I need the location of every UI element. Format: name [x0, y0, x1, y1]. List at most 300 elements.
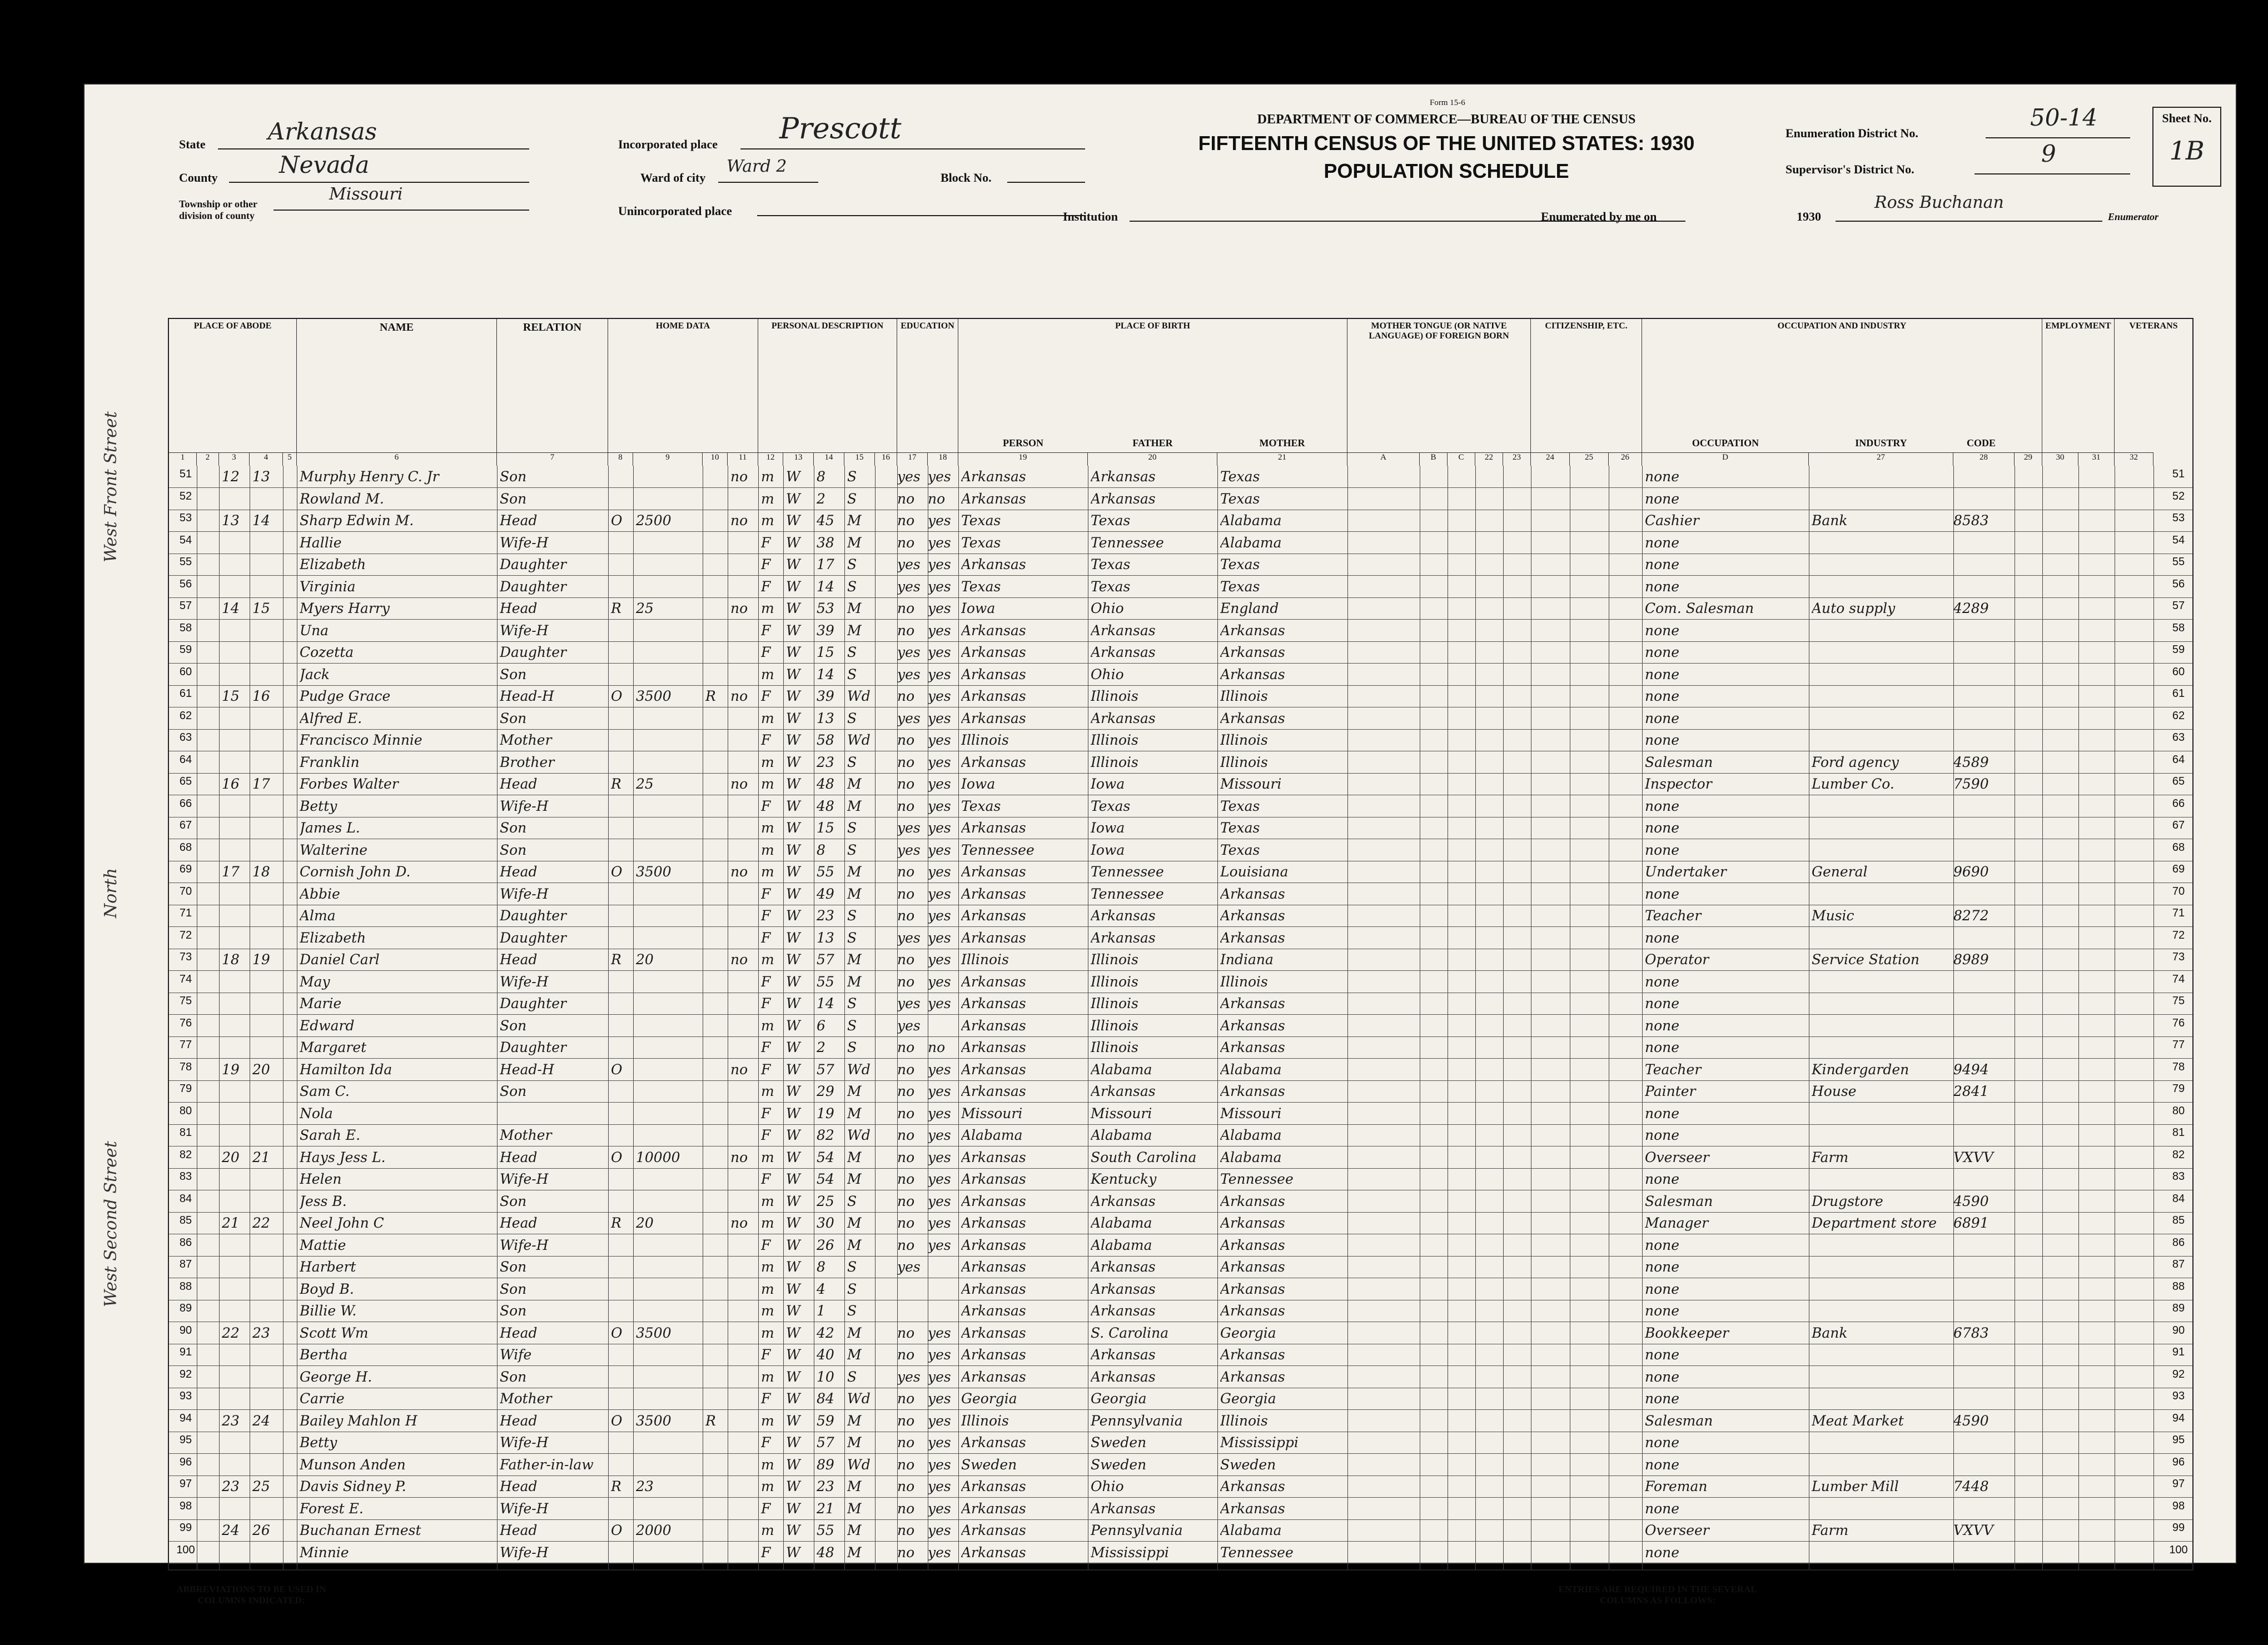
cell-father: Arkansas — [1091, 1083, 1156, 1099]
line-number: 76 — [179, 1016, 192, 1029]
cell-father: Arkansas — [1091, 1259, 1156, 1275]
cell-read: yes — [928, 995, 951, 1011]
line-number: 92 — [179, 1368, 192, 1380]
cell-fam: 16 — [252, 688, 270, 704]
cell-read: yes — [928, 973, 951, 990]
cell-birth: Arkansas — [961, 1280, 1026, 1297]
table-row — [169, 1542, 2192, 1564]
cell-mar: Wd — [847, 1061, 871, 1078]
cell-read: yes — [928, 556, 951, 572]
cell-read: yes — [928, 1105, 951, 1121]
cell-sex: F — [761, 688, 771, 704]
cell-birth: Illinois — [961, 732, 1009, 748]
cell-mar: M — [847, 1478, 862, 1494]
cell-birth: Arkansas — [961, 1303, 1026, 1319]
cell-rel: Son — [500, 1083, 527, 1099]
cell-race: W — [786, 929, 800, 946]
cell-sex: F — [761, 995, 771, 1011]
cell-birth: Arkansas — [961, 1324, 1026, 1341]
cell-school: no — [897, 908, 915, 924]
cell-father: Missouri — [1091, 1105, 1152, 1121]
sheet-value: 1B — [2169, 136, 2205, 166]
year-label: 1930 — [1797, 210, 1821, 223]
cell-name: May — [300, 973, 330, 990]
table-row — [169, 1498, 2192, 1520]
cell-age: 48 — [817, 797, 834, 814]
cell-sex: m — [761, 1324, 774, 1341]
cell-mother: Arkansas — [1220, 1017, 1285, 1034]
column-number: 32 — [2115, 452, 2153, 466]
cell-father: Texas — [1091, 797, 1131, 814]
cell-occ: none — [1645, 666, 1680, 682]
cell-name: Helen — [300, 1171, 342, 1187]
cell-read: yes — [928, 666, 951, 682]
cell-val: 23 — [636, 1478, 654, 1494]
cell-father: S. Carolina — [1091, 1324, 1169, 1341]
cell-occ: none — [1645, 1171, 1680, 1187]
cell-age: 17 — [817, 556, 834, 572]
cell-own: R — [611, 1215, 621, 1231]
cell-age: 48 — [817, 1544, 834, 1561]
cell-mar: M — [847, 797, 862, 814]
cell-birth: Iowa — [961, 776, 996, 792]
cell-own: O — [611, 1324, 623, 1341]
column-number: D — [1642, 452, 1809, 466]
table-row — [169, 664, 2192, 686]
cell-father: Arkansas — [1091, 1368, 1156, 1385]
cell-ind: Farm — [1812, 1522, 1849, 1538]
line-number: 97 — [2172, 1478, 2185, 1490]
table-row — [169, 993, 2192, 1015]
cell-name: Hays Jess L. — [300, 1149, 386, 1165]
cell-occ: none — [1645, 1456, 1680, 1473]
cell-val: 3500 — [636, 864, 672, 880]
cell-farm: no — [730, 951, 748, 968]
col-group-abode — [169, 319, 297, 452]
cell-race: W — [786, 1127, 800, 1143]
table-row — [169, 576, 2192, 598]
line-number: 64 — [2172, 753, 2185, 766]
cell-birth: Illinois — [961, 951, 1009, 968]
cell-rel: Daughter — [500, 644, 566, 660]
cell-ind: Department store — [1812, 1215, 1937, 1231]
cell-birth: Arkansas — [961, 820, 1026, 836]
cell-rel: Daughter — [500, 556, 566, 572]
cell-sex: m — [761, 1215, 774, 1231]
line-number: 62 — [2172, 709, 2185, 722]
cell-rel: Wife-H — [500, 1237, 549, 1253]
col-birth-label: PLACE OF BIRTH — [1115, 321, 1190, 331]
cell-age: 13 — [817, 929, 834, 946]
cell-occ: none — [1645, 468, 1680, 485]
column-number: 9 — [633, 452, 703, 466]
cell-farm: no — [730, 1149, 748, 1165]
table-row — [169, 554, 2192, 576]
cell-age: 42 — [817, 1324, 834, 1341]
line-number: 79 — [2172, 1083, 2185, 1095]
cell-radio: R — [705, 1412, 716, 1429]
ed-label: Enumeration District No. — [1785, 126, 1918, 140]
cell-name: Alfred E. — [300, 710, 362, 726]
cell-school: no — [897, 490, 915, 507]
cell-occ: none — [1645, 1105, 1680, 1121]
department-title: DEPARTMENT OF COMMERCE—BUREAU OF THE CENSUS — [1257, 112, 1636, 127]
cell-school: no — [897, 797, 915, 814]
cell-mar: S — [847, 995, 857, 1011]
cell-rel: Mother — [500, 1390, 552, 1407]
line-number: 73 — [179, 951, 192, 963]
line-number: 71 — [2172, 907, 2185, 919]
cell-father: Tennessee — [1091, 534, 1164, 551]
cell-father: Illinois — [1091, 732, 1138, 748]
cell-mother: Illinois — [1220, 973, 1268, 990]
cell-ind: Auto supply — [1812, 600, 1896, 616]
cell-father: Arkansas — [1091, 908, 1156, 924]
cell-mother: Missouri — [1220, 776, 1282, 792]
cell-read: yes — [928, 1434, 951, 1450]
line-number: 88 — [2172, 1280, 2185, 1293]
line-number: 75 — [179, 995, 192, 1007]
cell-mar: S — [847, 908, 857, 924]
cell-age: 1 — [817, 1303, 825, 1319]
cell-name: Harbert — [300, 1259, 356, 1275]
cell-age: 30 — [817, 1215, 834, 1231]
cell-occ: none — [1645, 995, 1680, 1011]
col-occ-label: OCCUPATION — [1692, 437, 1759, 448]
cell-occ: none — [1645, 710, 1680, 726]
cell-birth: Arkansas — [961, 1017, 1026, 1034]
cell-father: Texas — [1091, 578, 1131, 595]
table-row — [169, 620, 2192, 642]
cell-val: 2000 — [636, 1522, 672, 1538]
cell-mar: M — [847, 1237, 862, 1253]
cell-birth: Arkansas — [961, 1478, 1026, 1494]
cell-father: Arkansas — [1091, 622, 1156, 639]
table-row — [169, 466, 2192, 488]
cell-race: W — [786, 776, 800, 792]
cell-ind: Ford agency — [1812, 754, 1899, 770]
cell-age: 84 — [817, 1390, 834, 1407]
cell-birth: Arkansas — [961, 644, 1026, 660]
incorporated-label: Incorporated place — [618, 137, 718, 151]
cell-school: yes — [897, 644, 921, 660]
cell-school: yes — [897, 710, 921, 726]
cell-read: yes — [928, 732, 951, 748]
line-number: 62 — [179, 709, 192, 722]
table-row — [169, 1146, 2192, 1169]
line-number: 63 — [179, 731, 192, 744]
cell-birth: Arkansas — [961, 929, 1026, 946]
cell-name: Mattie — [300, 1237, 346, 1253]
col-relation-label: RELATION — [523, 321, 582, 333]
cell-mar: M — [847, 1412, 862, 1429]
cell-code: VXVV — [1953, 1522, 1993, 1538]
column-number: 26 — [1609, 452, 1642, 466]
cell-age: 89 — [817, 1456, 834, 1473]
line-number: 93 — [2172, 1390, 2185, 1402]
cell-school: no — [897, 1324, 915, 1341]
col-education-label: EDUCATION — [901, 321, 954, 331]
cell-sex: F — [761, 908, 771, 924]
column-number: 19 — [958, 452, 1088, 466]
cell-occ: none — [1645, 622, 1680, 639]
table-row — [169, 1036, 2192, 1059]
cell-father: Pennsylvania — [1091, 1412, 1183, 1429]
cell-fam: 24 — [252, 1412, 270, 1429]
cell-school: yes — [897, 1368, 921, 1385]
column-number: 31 — [2078, 452, 2115, 466]
cell-name: Sam C. — [300, 1083, 350, 1099]
cell-sex: F — [761, 929, 771, 946]
cell-mother: Arkansas — [1220, 1083, 1285, 1099]
line-number: 53 — [179, 512, 192, 524]
cell-sex: m — [761, 1478, 774, 1494]
cell-val: 25 — [636, 600, 654, 616]
cell-age: 45 — [817, 512, 834, 529]
cell-rel: Head-H — [500, 688, 554, 704]
line-number: 85 — [179, 1214, 192, 1227]
line-number: 93 — [179, 1390, 192, 1402]
cell-rel: Mother — [500, 1127, 552, 1143]
column-number: 10 — [703, 452, 728, 466]
cell-val: 3500 — [636, 1324, 672, 1341]
cell-occ: Salesman — [1645, 754, 1713, 770]
cell-sex: m — [761, 468, 774, 485]
cell-sex: m — [761, 864, 774, 880]
cell-name: Sarah E. — [300, 1127, 361, 1143]
cell-birth: Texas — [961, 512, 1001, 529]
cell-father: Alabama — [1091, 1127, 1152, 1143]
column-number: 18 — [928, 452, 958, 466]
cell-race: W — [786, 820, 800, 836]
cell-sex: m — [761, 1149, 774, 1165]
col-personal-label: PERSONAL DESCRIPTION — [771, 321, 884, 331]
cell-mother: Texas — [1220, 578, 1260, 595]
cell-mother: Arkansas — [1220, 666, 1285, 682]
table-row — [169, 1103, 2192, 1125]
cell-code: 4289 — [1953, 600, 1989, 616]
table-row — [169, 707, 2192, 730]
cell-sex: m — [761, 600, 774, 616]
cell-father: Texas — [1091, 556, 1131, 572]
cell-name: George H. — [300, 1368, 372, 1385]
cell-mar: M — [847, 1149, 862, 1165]
cell-race: W — [786, 864, 800, 880]
line-number: 90 — [179, 1324, 192, 1337]
cell-race: W — [786, 995, 800, 1011]
cell-birth: Arkansas — [961, 1259, 1026, 1275]
cell-school: no — [897, 1039, 915, 1055]
footer — [168, 1579, 2191, 1635]
cell-birth: Texas — [961, 534, 1001, 551]
line-number: 71 — [179, 907, 192, 919]
col-father-label: FATHER — [1132, 437, 1173, 448]
cell-birth: Sweden — [961, 1456, 1017, 1473]
cell-occ: none — [1645, 1017, 1680, 1034]
cell-name: Betty — [300, 797, 337, 814]
line-number: 95 — [2172, 1434, 2185, 1446]
cell-race: W — [786, 1347, 800, 1363]
cell-age: 13 — [817, 710, 834, 726]
cell-occ: none — [1645, 797, 1680, 814]
cell-mar: M — [847, 1215, 862, 1231]
cell-read: yes — [928, 929, 951, 946]
cell-name: Scott Wm — [300, 1324, 369, 1341]
cell-code: 7448 — [1953, 1478, 1989, 1494]
cell-occ: none — [1645, 820, 1680, 836]
cell-race: W — [786, 490, 800, 507]
column-number: 29 — [2015, 452, 2042, 466]
cell-ind: Bank — [1812, 512, 1848, 529]
state-value: Arkansas — [268, 118, 377, 145]
cell-age: 8 — [817, 1259, 825, 1275]
col-group-home — [608, 319, 758, 452]
cell-mar: S — [847, 1303, 857, 1319]
cell-read: yes — [928, 1237, 951, 1253]
cell-mother: Arkansas — [1220, 1193, 1285, 1209]
cell-age: 48 — [817, 776, 834, 792]
col-veterans-label: VETERANS — [2129, 321, 2178, 331]
cell-race: W — [786, 1105, 800, 1121]
col-employment-label: EMPLOYMENT — [2045, 321, 2111, 331]
cell-name: Bailey Mahlon H — [300, 1412, 417, 1429]
cell-rel: Son — [500, 1193, 527, 1209]
cell-rel: Head — [500, 1412, 538, 1429]
cell-age: 54 — [817, 1149, 834, 1165]
cell-sex: F — [761, 1390, 771, 1407]
cell-read: yes — [928, 1324, 951, 1341]
cell-occ: Inspector — [1645, 776, 1712, 792]
line-number: 96 — [2172, 1455, 2185, 1468]
line-number: 94 — [179, 1412, 192, 1424]
cell-mother: Alabama — [1220, 1149, 1282, 1165]
cell-age: 54 — [817, 1171, 834, 1187]
cell-birth: Arkansas — [961, 908, 1026, 924]
line-number: 55 — [2172, 556, 2185, 568]
cell-father: Texas — [1091, 512, 1131, 529]
cell-father: Arkansas — [1091, 468, 1156, 485]
cell-school: no — [897, 1105, 915, 1121]
cell-school: no — [897, 1412, 915, 1429]
cell-fam: 14 — [252, 512, 270, 529]
line-number: 84 — [2172, 1192, 2185, 1205]
cell-age: 55 — [817, 864, 834, 880]
line-number: 80 — [179, 1104, 192, 1117]
cell-mar: S — [847, 490, 857, 507]
cell-mother: Alabama — [1220, 1522, 1282, 1538]
cell-age: 4 — [817, 1280, 825, 1297]
cell-mother: Louisiana — [1220, 864, 1289, 880]
cell-read: yes — [928, 1061, 951, 1078]
cell-code: 4590 — [1953, 1412, 1989, 1429]
cell-race: W — [786, 1303, 800, 1319]
cell-val: 25 — [636, 776, 654, 792]
cell-mother: Arkansas — [1220, 1478, 1285, 1494]
table-row — [169, 1300, 2192, 1322]
cell-age: 14 — [817, 666, 834, 682]
cell-fam: 15 — [252, 600, 270, 616]
cell-read: yes — [928, 1347, 951, 1363]
cell-read: yes — [928, 1478, 951, 1494]
cell-birth: Arkansas — [961, 1215, 1026, 1231]
cell-race: W — [786, 732, 800, 748]
cell-fam: 22 — [252, 1215, 270, 1231]
cell-mar: M — [847, 1522, 862, 1538]
cell-rel: Wife-H — [500, 1434, 549, 1450]
cell-read: yes — [928, 1193, 951, 1209]
line-number: 89 — [179, 1302, 192, 1314]
column-number: 20 — [1088, 452, 1217, 466]
line-number: 60 — [2172, 665, 2185, 678]
cell-read: yes — [928, 688, 951, 704]
cell-rel: Head-H — [500, 1061, 554, 1078]
cell-race: W — [786, 754, 800, 770]
cell-race: W — [786, 1522, 800, 1538]
cell-age: 23 — [817, 754, 834, 770]
line-number: 77 — [179, 1039, 192, 1051]
cell-own: R — [611, 600, 621, 616]
cell-sex: m — [761, 1083, 774, 1099]
margin-note-direction: North — [101, 868, 121, 918]
cell-own: O — [611, 1061, 623, 1078]
cell-dw: 18 — [222, 951, 240, 968]
census-sheet — [83, 83, 2237, 1606]
column-number: 17 — [897, 452, 928, 466]
column-number: 24 — [1531, 452, 1570, 466]
cell-name: Rowland M. — [300, 490, 384, 507]
cell-rel: Head — [500, 1478, 538, 1494]
cell-read: yes — [928, 1390, 951, 1407]
cell-occ: Manager — [1645, 1215, 1709, 1231]
cell-father: Arkansas — [1091, 929, 1156, 946]
cell-code: 6891 — [1953, 1215, 1989, 1231]
cell-race: W — [786, 710, 800, 726]
cell-name: Jess B. — [300, 1193, 347, 1209]
cell-school: no — [897, 951, 915, 968]
table-row — [169, 729, 2192, 751]
cell-mar: M — [847, 973, 862, 990]
cell-school: no — [897, 1478, 915, 1494]
cell-race: W — [786, 885, 800, 902]
cell-school: no — [897, 973, 915, 990]
cell-ind: Lumber Co. — [1812, 776, 1894, 792]
cell-race: W — [786, 908, 800, 924]
cell-race: W — [786, 1368, 800, 1385]
cell-mother: Texas — [1220, 556, 1260, 572]
cell-code: 6783 — [1953, 1324, 1989, 1341]
cell-name: Nola — [300, 1105, 333, 1121]
cell-ind: Kindergarden — [1812, 1061, 1909, 1078]
cell-occ: Cashier — [1645, 512, 1699, 529]
cell-dw: 21 — [222, 1215, 240, 1231]
line-number: 55 — [179, 556, 192, 568]
cell-race: W — [786, 1390, 800, 1407]
schedule-title: POPULATION SCHEDULE — [1324, 159, 1569, 182]
cell-mar: S — [847, 754, 857, 770]
cell-race: W — [786, 1259, 800, 1275]
cell-school: no — [897, 776, 915, 792]
county-label: County — [179, 171, 218, 185]
cell-ind: Meat Market — [1812, 1412, 1904, 1429]
cell-school: no — [897, 732, 915, 748]
line-number: 97 — [179, 1478, 192, 1490]
cell-occ: none — [1645, 1303, 1680, 1319]
cell-father: Georgia — [1091, 1390, 1147, 1407]
cell-sex: F — [761, 534, 771, 551]
table-row — [169, 1059, 2192, 1081]
table-row — [169, 488, 2192, 510]
table-row — [169, 883, 2192, 905]
